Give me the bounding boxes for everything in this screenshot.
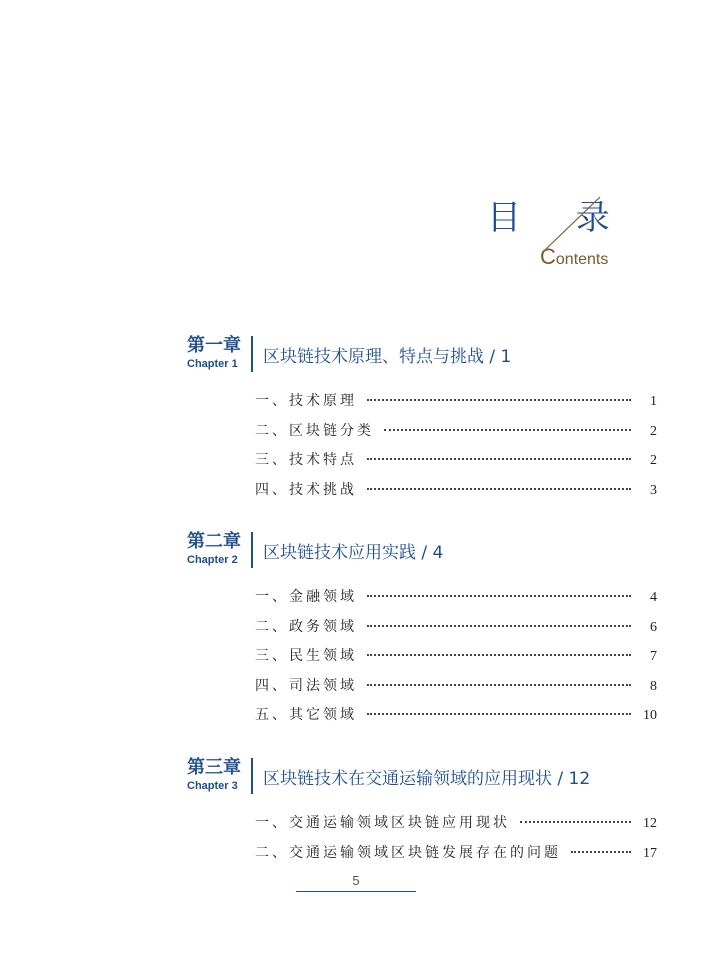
chapter-1-en-label: Chapter 1 xyxy=(187,358,238,370)
chapter-2-heading xyxy=(187,532,657,572)
toc-entry-text: 一、技术原理 xyxy=(255,393,357,409)
toc-leader-dots xyxy=(367,713,631,715)
toc-leader-dots xyxy=(367,625,631,627)
toc-leader-dots xyxy=(367,488,631,490)
chapter-3-entries xyxy=(255,812,657,871)
toc-entry[interactable] xyxy=(255,675,657,705)
toc-entry-text: 四、技术挑战 xyxy=(255,481,357,498)
chapter-3-cn-label: 第三章 xyxy=(187,757,241,778)
toc-entry-text: 一、交通运输领域区块链应用现状 xyxy=(255,815,510,831)
toc-leader-dots xyxy=(384,429,631,431)
toc-entry[interactable] xyxy=(255,645,657,675)
chapter-2-entries xyxy=(255,586,657,734)
toc-entry[interactable] xyxy=(255,449,657,479)
contents-subtitle xyxy=(540,244,608,270)
toc-entry-page: 7 xyxy=(650,649,657,664)
toc-entry[interactable] xyxy=(255,616,657,646)
toc-leader-dots xyxy=(367,654,631,656)
chapter-3-en-label: Chapter 3 xyxy=(187,780,238,792)
toc-entry[interactable] xyxy=(255,390,657,420)
toc-entry-page: 12 xyxy=(643,816,657,831)
toc-entry-page: 2 xyxy=(650,453,657,468)
toc-entry-page: 3 xyxy=(650,482,657,498)
chapter-1 xyxy=(187,336,657,508)
chapter-2-en-label: Chapter 2 xyxy=(187,554,238,566)
chapter-3-title-link[interactable]: 区块链技术在交通运输领域的应用现状 / 12 xyxy=(263,769,591,789)
contents-initial: C xyxy=(540,244,556,269)
chapter-2-cn-label: 第二章 xyxy=(187,531,241,552)
toc-entry[interactable] xyxy=(255,420,657,450)
chapter-1-heading xyxy=(187,336,657,376)
toc-entry-page: 8 xyxy=(650,678,657,694)
chapter-3-divider xyxy=(251,758,253,794)
toc-entry-page: 6 xyxy=(650,619,657,635)
page-number: 5 xyxy=(352,873,360,888)
toc-entry-text: 三、技术特点 xyxy=(255,452,357,468)
chapter-2-divider xyxy=(251,532,253,568)
toc-leader-dots xyxy=(571,851,631,853)
toc-entry-page: 1 xyxy=(650,394,657,409)
toc-entry-page: 17 xyxy=(643,845,657,861)
toc-entry-text: 二、政务领域 xyxy=(255,618,357,635)
chapter-1-cn-label: 第一章 xyxy=(187,335,241,356)
chapter-1-entries xyxy=(255,390,657,508)
toc-entry-text: 二、交通运输领域区块链发展存在的问题 xyxy=(255,844,561,861)
toc-leader-dots xyxy=(367,458,631,460)
toc-leader-dots xyxy=(367,595,631,597)
chapter-2 xyxy=(187,532,657,734)
toc-entry[interactable] xyxy=(255,842,657,872)
chapter-2-title-link[interactable]: 区块链技术应用实践 / 4 xyxy=(263,543,444,563)
toc-entry-page: 4 xyxy=(650,590,657,605)
toc-entry-page: 10 xyxy=(643,708,657,723)
contents-rest: ontents xyxy=(555,251,609,268)
toc-entry-text: 五、其它领域 xyxy=(255,707,357,723)
toc-leader-dots xyxy=(367,399,631,401)
toc-entry[interactable] xyxy=(255,812,657,842)
toc-leader-dots xyxy=(367,684,631,686)
chapter-1-title-link[interactable]: 区块链技术原理、特点与挑战 / 1 xyxy=(263,347,512,367)
footer-underline xyxy=(296,891,416,892)
toc-entry-text: 四、司法领域 xyxy=(255,677,357,694)
chapter-1-divider xyxy=(251,336,253,372)
toc-entry[interactable] xyxy=(255,479,657,509)
toc-title: 目 录 xyxy=(487,198,632,238)
toc-entry-text: 一、金融领域 xyxy=(255,589,357,605)
toc-entry-text: 三、民生领域 xyxy=(255,648,357,664)
chapter-3 xyxy=(187,758,657,871)
toc-entry-text: 二、区块链分类 xyxy=(255,422,374,439)
chapter-3-heading xyxy=(187,758,657,798)
toc-entry[interactable] xyxy=(255,586,657,616)
toc-entry[interactable] xyxy=(255,704,657,734)
toc-leader-dots xyxy=(520,821,631,823)
toc-entry-page: 2 xyxy=(650,423,657,439)
